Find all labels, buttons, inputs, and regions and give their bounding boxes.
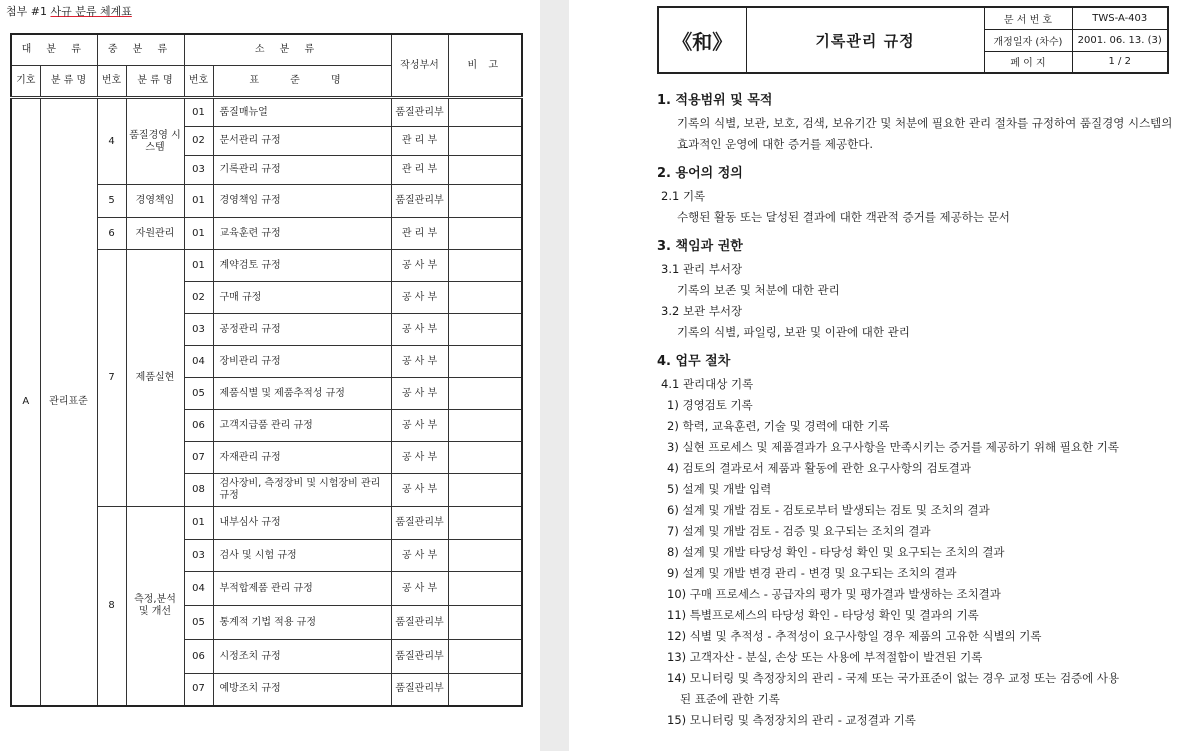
- section-1-body: 기록의 식별, 보관, 보호, 검색, 보유기간 및 처분에 필요한 관리 절차를 규정하여 품질경영 시스템의 효과적인 운영에 대한 증거를 제공한다.: [677, 116, 1173, 151]
- author-dept-cell: 품질관리부: [391, 98, 448, 127]
- major-code-cell: A: [11, 98, 40, 706]
- list-item-6: 6) 설계 및 개발 검토 - 검토로부터 발생되는 검토 및 조치의 결과: [667, 503, 990, 517]
- minor-number-cell: 02: [184, 282, 213, 314]
- section-2-1-title: 2.1 기록: [661, 189, 706, 203]
- header-author-dept: 작성부서: [391, 34, 448, 98]
- standard-name-cell: 고객지급품 관리 규정: [213, 410, 391, 442]
- standard-name-cell: 장비관리 규정: [213, 346, 391, 378]
- author-dept-cell: 공 사 부: [391, 314, 448, 346]
- standard-name-cell: 통계적 기법 적용 규정: [213, 606, 391, 640]
- standard-name-cell: 자재관리 규정: [213, 442, 391, 474]
- minor-number-cell: 02: [184, 127, 213, 156]
- remarks-cell: [448, 410, 522, 442]
- remarks-cell: [448, 674, 522, 706]
- standard-name-cell: 검사장비, 측정장비 및 시험장비 관리 규정: [213, 474, 391, 507]
- standard-name-cell: 예방조치 규정: [213, 674, 391, 706]
- author-dept-cell: 품질관리부: [391, 640, 448, 674]
- left-page: [0, 0, 540, 751]
- classification-table-body: [11, 98, 522, 706]
- standard-name-cell: 문서관리 규정: [213, 127, 391, 156]
- section-3-2-body: 기록의 식별, 파일링, 보관 및 이관에 대한 관리: [677, 325, 910, 339]
- minor-number-cell: 03: [184, 540, 213, 572]
- author-dept-cell: 공 사 부: [391, 378, 448, 410]
- table-row: [11, 98, 522, 127]
- author-dept-cell: 공 사 부: [391, 282, 448, 314]
- minor-number-cell: 03: [184, 156, 213, 185]
- list-item-2: 2) 학력, 교육훈련, 기술 및 경력에 대한 기록: [667, 419, 890, 433]
- author-dept-cell: 관 리 부: [391, 218, 448, 250]
- list-item-3: 3) 실현 프로세스 및 제품결과가 요구사항을 만족시키는 증거를 제공하기 위해 필요한 기록: [667, 440, 1119, 454]
- list-item-12: 12) 식별 및 추적성 - 추적성이 요구사항일 경우 제품의 고유한 식별의 기록: [667, 629, 1042, 643]
- list-item-5: 5) 설계 및 개발 입력: [667, 482, 772, 496]
- standard-name-cell: 계약검토 규정: [213, 250, 391, 282]
- minor-number-cell: 01: [184, 185, 213, 218]
- doc-no-value: TWS-A-403: [1072, 7, 1168, 29]
- section-3-title: 3. 책임과 권한: [657, 239, 743, 254]
- section-3-1-body: 기록의 보존 및 처분에 대한 관리: [677, 283, 840, 297]
- right-page: [569, 0, 1189, 751]
- minor-number-cell: 01: [184, 250, 213, 282]
- classification-table: [10, 33, 523, 707]
- section-2-1-body: 수행된 활동 또는 달성된 결과에 대한 객관적 증거를 제공하는 문서: [677, 210, 1010, 224]
- record-item-list: [657, 395, 1177, 668]
- remarks-cell: [448, 98, 522, 127]
- minor-number-cell: 07: [184, 442, 213, 474]
- header-class-name-2: 분 류 명: [126, 66, 184, 98]
- author-dept-cell: 품질관리부: [391, 185, 448, 218]
- author-dept-cell: 공 사 부: [391, 540, 448, 572]
- header-minor: 소 분 류: [184, 34, 391, 66]
- section-3-1-title: 3.1 관리 부서장: [661, 262, 743, 276]
- section-1-title: 1. 적용범위 및 목적: [657, 93, 773, 108]
- standard-name-cell: 검사 및 시험 규정: [213, 540, 391, 572]
- header-class-name: 분 류 명: [40, 66, 97, 98]
- list-item-4: 4) 검토의 결과로서 제품과 활동에 관한 요구사항의 검토결과: [667, 461, 972, 475]
- standard-name-cell: 시정조치 규정: [213, 640, 391, 674]
- remarks-cell: [448, 606, 522, 640]
- middle-number-cell: 7: [97, 250, 126, 507]
- doc-no-label: 문 서 번 호: [984, 7, 1072, 29]
- remarks-cell: [448, 474, 522, 507]
- middle-name-cell: 경영책임: [126, 185, 184, 218]
- major-name-cell: 관리표준: [40, 98, 97, 706]
- attachment-title: [6, 3, 132, 19]
- section-4-title: 4. 업무 절차: [657, 354, 731, 369]
- table-header-row: [11, 34, 522, 66]
- standard-name-cell: 품질매뉴얼: [213, 98, 391, 127]
- header-major: 대 분 류: [11, 34, 97, 66]
- standard-name-cell: 부적합제품 관리 규정: [213, 572, 391, 606]
- middle-name-cell: 자원관리: [126, 218, 184, 250]
- list-item-14-continued: 된 표준에 관한 기록: [680, 692, 780, 706]
- minor-number-cell: 01: [184, 507, 213, 540]
- author-dept-cell: 품질관리부: [391, 507, 448, 540]
- minor-number-cell: 05: [184, 378, 213, 410]
- revision-value: 2001. 06. 13. (3): [1072, 29, 1168, 51]
- minor-number-cell: 06: [184, 410, 213, 442]
- minor-number-cell: 08: [184, 474, 213, 507]
- list-item-10: 10) 구매 프로세스 - 공급자의 평가 및 평가결과 발생하는 조치결과: [667, 587, 1001, 601]
- section-3-2-title: 3.2 보관 부서장: [661, 304, 743, 318]
- list-item-11: 11) 특별프로세스의 타당성 확인 - 타당성 확인 및 결과의 기록: [667, 608, 979, 622]
- list-item-9: 9) 설계 및 개발 변경 관리 - 변경 및 요구되는 조치의 결과: [667, 566, 957, 580]
- standard-name-cell: 경영책임 규정: [213, 185, 391, 218]
- author-dept-cell: 공 사 부: [391, 442, 448, 474]
- minor-number-cell: 03: [184, 314, 213, 346]
- remarks-cell: [448, 250, 522, 282]
- company-logo: [658, 7, 746, 73]
- standard-name-cell: 기록관리 규정: [213, 156, 391, 185]
- standard-name-cell: 제품식별 및 제품추적성 규정: [213, 378, 391, 410]
- middle-name-cell: 품질경영 시스템: [126, 98, 184, 185]
- remarks-cell: [448, 378, 522, 410]
- document-body: [657, 90, 1177, 731]
- remarks-cell: [448, 127, 522, 156]
- author-dept-cell: 공 사 부: [391, 346, 448, 378]
- middle-number-cell: 4: [97, 98, 126, 185]
- attachment-prefix: 첨부 #1: [6, 5, 47, 18]
- standard-name-cell: 공정관리 규정: [213, 314, 391, 346]
- revision-label: 개정일자 (차수): [984, 29, 1072, 51]
- list-item-15: 15) 모니터링 및 측정장치의 관리 - 교정결과 기록: [667, 713, 916, 727]
- remarks-cell: [448, 185, 522, 218]
- author-dept-cell: 품질관리부: [391, 674, 448, 706]
- middle-number-cell: 5: [97, 185, 126, 218]
- attachment-title-text: 사규 분류 체계표: [50, 5, 132, 18]
- minor-number-cell: 07: [184, 674, 213, 706]
- remarks-cell: [448, 540, 522, 572]
- middle-name-cell: 제품실현: [126, 250, 184, 507]
- minor-number-cell: 01: [184, 98, 213, 127]
- middle-number-cell: 6: [97, 218, 126, 250]
- standard-name-cell: 내부심사 규정: [213, 507, 391, 540]
- list-item-7: 7) 설계 및 개발 검토 - 검증 및 요구되는 조치의 결과: [667, 524, 931, 538]
- section-2-title: 2. 용어의 정의: [657, 166, 743, 181]
- header-standard-name: 표 준 명: [213, 66, 391, 98]
- remarks-cell: [448, 218, 522, 250]
- minor-number-cell: 05: [184, 606, 213, 640]
- document-header: [657, 6, 1169, 74]
- page-value: 1 / 2: [1072, 51, 1168, 73]
- remarks-cell: [448, 346, 522, 378]
- author-dept-cell: 공 사 부: [391, 410, 448, 442]
- author-dept-cell: 관 리 부: [391, 156, 448, 185]
- remarks-cell: [448, 572, 522, 606]
- author-dept-cell: 공 사 부: [391, 572, 448, 606]
- remarks-cell: [448, 640, 522, 674]
- remarks-cell: [448, 314, 522, 346]
- header-middle: 중 분 류: [97, 34, 184, 66]
- standard-name-cell: 구매 규정: [213, 282, 391, 314]
- author-dept-cell: 관 리 부: [391, 127, 448, 156]
- author-dept-cell: 공 사 부: [391, 474, 448, 507]
- author-dept-cell: 품질관리부: [391, 606, 448, 640]
- remarks-cell: [448, 282, 522, 314]
- minor-number-cell: 04: [184, 346, 213, 378]
- header-remarks: 비 고: [448, 34, 522, 98]
- minor-number-cell: 04: [184, 572, 213, 606]
- middle-number-cell: 8: [97, 507, 126, 706]
- list-item-1: 1) 경영검토 기록: [667, 398, 753, 412]
- page-label: 페 이 지: [984, 51, 1072, 73]
- header-code: 기호: [11, 66, 40, 98]
- remarks-cell: [448, 156, 522, 185]
- logo-mark: 《和》: [672, 29, 733, 54]
- list-item-8: 8) 설계 및 개발 타당성 확인 - 타당성 확인 및 요구되는 조치의 결과: [667, 545, 1005, 559]
- header-number: 번호: [97, 66, 126, 98]
- author-dept-cell: 공 사 부: [391, 250, 448, 282]
- list-item-14: 14) 모니터링 및 측정장치의 관리 - 국제 또는 국가표준이 없는 경우 교정 또는 검증에 사용: [667, 671, 1120, 685]
- document-title: 기록관리 규정: [746, 7, 984, 73]
- minor-number-cell: 01: [184, 218, 213, 250]
- remarks-cell: [448, 442, 522, 474]
- minor-number-cell: 06: [184, 640, 213, 674]
- section-4-1-title: 4.1 관리대상 기록: [661, 377, 754, 391]
- middle-name-cell: 측정,분석 및 개선: [126, 507, 184, 706]
- list-item-13: 13) 고객자산 - 분실, 손상 또는 사용에 부적절함이 발견된 기록: [667, 650, 983, 664]
- remarks-cell: [448, 507, 522, 540]
- standard-name-cell: 교육훈련 규정: [213, 218, 391, 250]
- header-number-2: 번호: [184, 66, 213, 98]
